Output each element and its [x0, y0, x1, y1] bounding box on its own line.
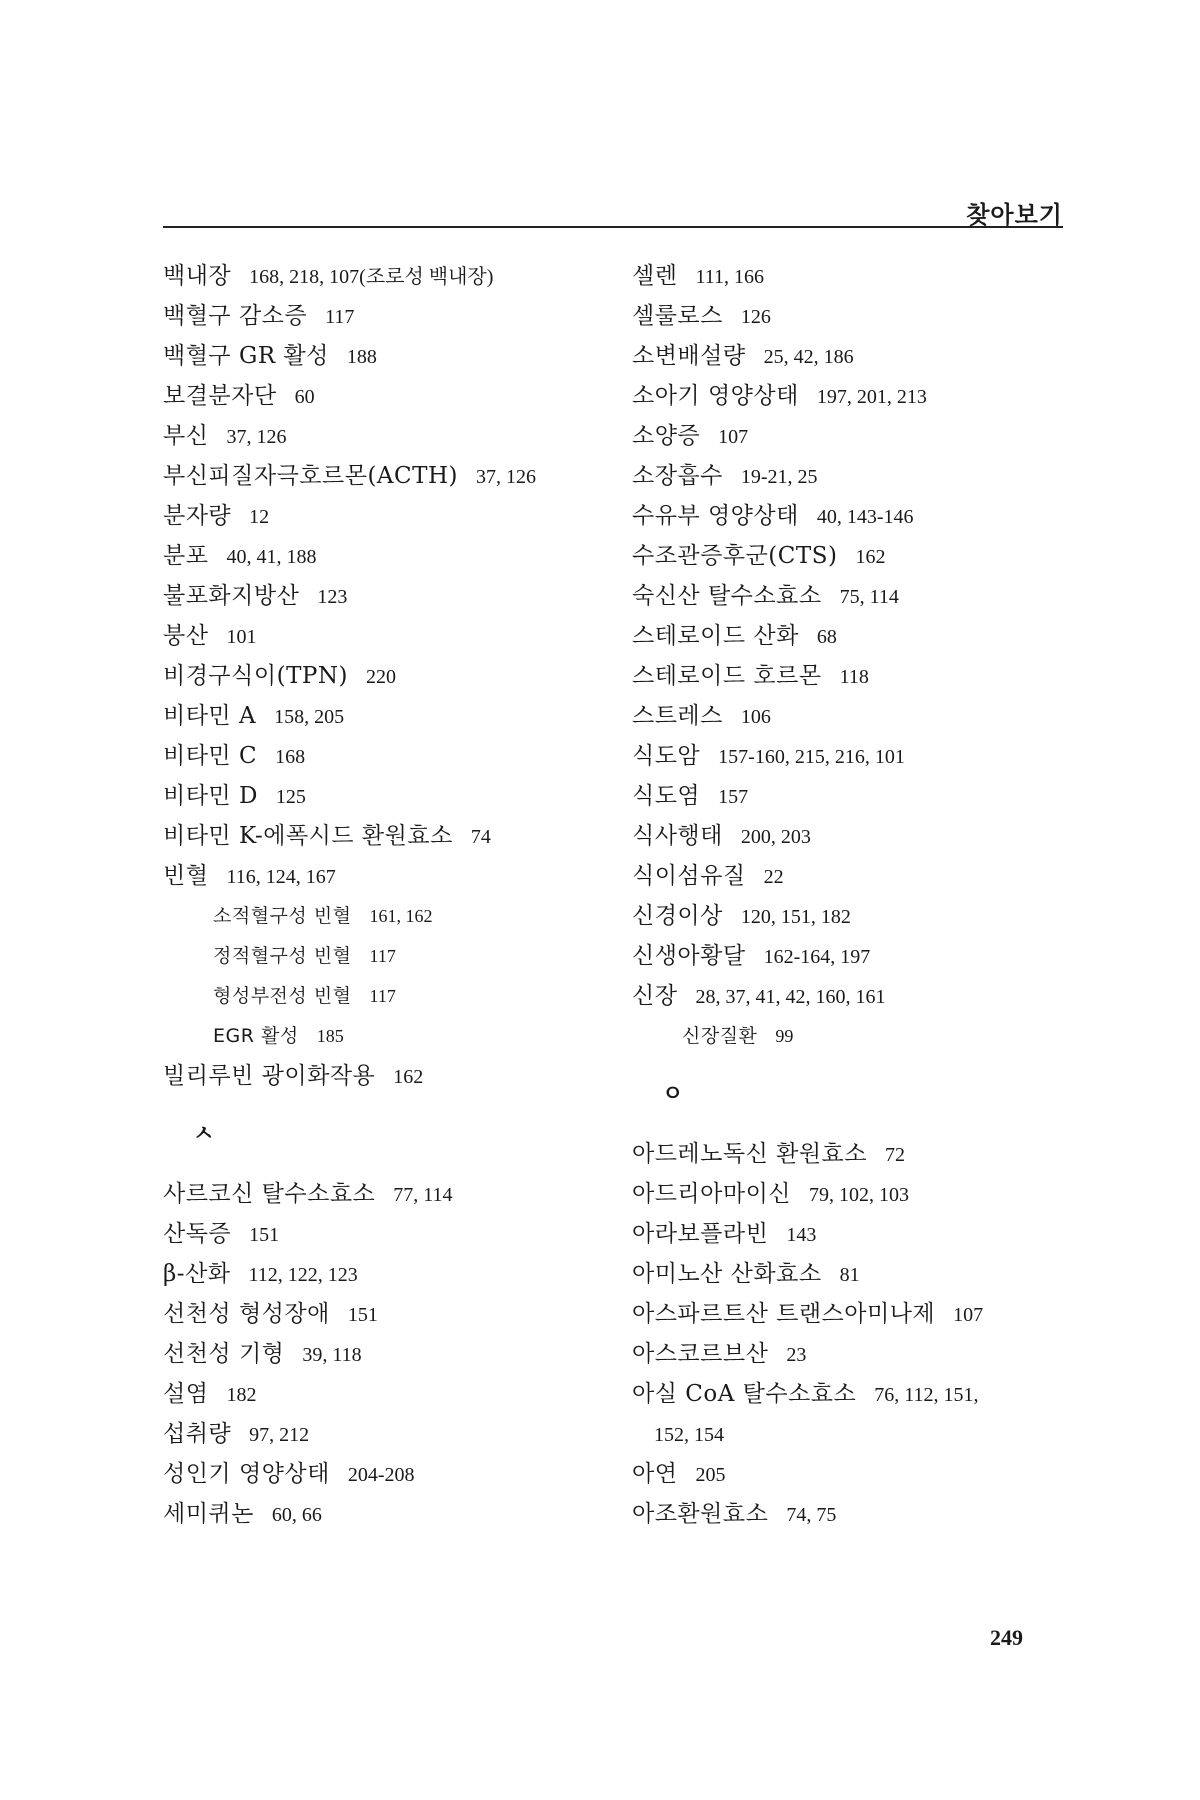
index-entry	[163, 1214, 603, 1254]
index-entry	[163, 656, 603, 696]
index-term: 소적혈구성 빈혈	[213, 905, 352, 927]
index-entry	[632, 696, 1072, 736]
index-term: 붕산	[163, 623, 209, 649]
index-page-refs: 185	[316, 1026, 344, 1046]
index-term: 식사행태	[632, 823, 723, 849]
index-term: 형성부전성 빈혈	[213, 985, 352, 1007]
index-page-refs: 28, 37, 41, 42, 160, 161	[695, 986, 886, 1008]
running-head-title: 찾아보기	[966, 201, 1063, 229]
index-page-refs: 101	[226, 626, 257, 648]
index-page-refs: 25, 42, 186	[763, 346, 854, 368]
index-page-refs: 126	[740, 306, 771, 328]
index-term: 아조환원효소	[632, 1501, 769, 1527]
index-entry	[632, 616, 1072, 656]
index-entry	[632, 576, 1072, 616]
index-entry	[632, 1374, 1072, 1414]
index-entry	[632, 1494, 1072, 1534]
index-term: 아스코르브산	[632, 1341, 769, 1367]
index-entry	[163, 1056, 603, 1096]
index-term: EGR 활성	[213, 1025, 299, 1047]
section-letter-label: ㅅ	[193, 1122, 215, 1147]
index-subentry	[163, 936, 603, 976]
index-entry	[163, 1494, 603, 1534]
index-page-refs: 220	[365, 666, 396, 688]
index-entry	[163, 776, 603, 816]
index-term: 세미퀴논	[163, 1501, 254, 1527]
index-term: 아연	[632, 1461, 678, 1487]
index-term: 섭취량	[163, 1421, 232, 1447]
index-entry	[632, 1174, 1072, 1214]
index-term: β-산화	[163, 1261, 231, 1287]
index-page-refs: 97, 212	[249, 1424, 310, 1446]
index-term: 수조관증후군(CTS)	[632, 543, 838, 569]
index-term: 아드리아마이신	[632, 1181, 792, 1207]
index-term: 소아기 영양상태	[632, 383, 799, 409]
index-page-refs: 182	[226, 1384, 257, 1406]
index-entry	[163, 296, 603, 336]
index-term: 빈혈	[163, 863, 209, 889]
index-subentry	[163, 1016, 603, 1056]
index-term: 부신	[163, 423, 209, 449]
index-term: 백내장	[163, 263, 232, 289]
index-term: 불포화지방산	[163, 583, 300, 609]
index-entry	[163, 616, 603, 656]
index-page-refs: 162-164, 197	[763, 946, 871, 968]
index-term: 스테로이드 산화	[632, 623, 799, 649]
index-entry	[632, 656, 1072, 696]
index-entry	[632, 336, 1072, 376]
index-page-refs: 40, 41, 188	[226, 546, 317, 568]
index-term: 숙신산 탈수소효소	[632, 583, 822, 609]
index-entry	[632, 736, 1072, 776]
index-page-refs: 116, 124, 167	[226, 866, 336, 888]
index-entry	[632, 776, 1072, 816]
index-page-refs: 68	[816, 626, 837, 648]
index-entry	[163, 856, 603, 896]
index-subentry	[163, 976, 603, 1016]
index-page-refs: 77, 114	[393, 1184, 453, 1206]
index-term: 아라보플라빈	[632, 1221, 769, 1247]
index-term: 사르코신 탈수소효소	[163, 1181, 376, 1207]
index-entry	[163, 1414, 603, 1454]
index-page-refs: 81	[839, 1264, 860, 1286]
index-page-refs: 107	[953, 1304, 984, 1326]
index-term: 아드레노독신 환원효소	[632, 1141, 867, 1167]
index-entry	[163, 496, 603, 536]
index-entry	[163, 1454, 603, 1494]
index-term: 비타민 C	[163, 743, 258, 769]
index-page-refs: 188	[346, 346, 377, 368]
index-entry	[163, 1294, 603, 1334]
index-page-refs: 123	[317, 586, 348, 608]
index-term: 식도염	[632, 783, 701, 809]
section-letter	[632, 1056, 1072, 1134]
index-page-refs: 107	[718, 426, 749, 448]
index-page-refs: 79, 102, 103	[809, 1184, 910, 1206]
index-term: 분자량	[163, 503, 232, 529]
index-page-refs: 37, 126	[226, 426, 287, 448]
index-page-refs: 204-208	[347, 1464, 415, 1486]
index-term: 선천성 기형	[163, 1341, 285, 1367]
index-page-refs: 117	[325, 306, 355, 328]
index-page-refs: 200, 203	[740, 826, 811, 848]
index-term: 분포	[163, 543, 209, 569]
index-entry	[632, 896, 1072, 936]
index-term: 신장	[632, 983, 678, 1009]
index-term: 비타민 K-에폭시드 환원효소	[163, 823, 453, 849]
index-entry	[632, 976, 1072, 1016]
index-page-refs: 157-160, 215, 216, 101	[718, 746, 905, 768]
index-page-refs: 152, 154	[654, 1424, 724, 1446]
index-page-refs: 60	[294, 386, 315, 408]
index-entry	[632, 416, 1072, 456]
index-page-refs: 74, 75	[786, 1504, 837, 1526]
index-page-refs: 168	[275, 746, 306, 768]
index-page-refs: 99	[775, 1026, 794, 1046]
index-entry	[632, 496, 1072, 536]
index-entry	[632, 1254, 1072, 1294]
index-term: 식이섬유질	[632, 863, 746, 889]
section-letter-label: ㅇ	[662, 1082, 684, 1107]
index-entry	[163, 336, 603, 376]
index-term: 아실 CoA 탈수소효소	[632, 1381, 857, 1407]
index-entry	[632, 1414, 1072, 1454]
index-page-refs: 75, 114	[839, 586, 899, 608]
index-term: 스테로이드 호르몬	[632, 663, 822, 689]
index-term: 백혈구 감소증	[163, 303, 308, 329]
index-entry	[632, 936, 1072, 976]
index-term: 비타민 A	[163, 703, 257, 729]
index-page-refs: 22	[763, 866, 784, 888]
index-entry	[632, 856, 1072, 896]
index-entry	[632, 1454, 1072, 1494]
index-term: 셀룰로스	[632, 303, 723, 329]
index-entry	[163, 376, 603, 416]
index-term: 신장질환	[682, 1025, 758, 1047]
index-entry	[632, 296, 1072, 336]
index-term: 신경이상	[632, 903, 723, 929]
index-subentry	[632, 1016, 1072, 1056]
index-page-refs: 168, 218, 107(조로성 백내장)	[249, 266, 494, 288]
index-page-refs: 23	[786, 1344, 807, 1366]
index-entry	[163, 256, 603, 296]
index-page-refs: 151	[249, 1224, 280, 1246]
index-entry	[163, 736, 603, 776]
index-entry	[163, 576, 603, 616]
index-term: 셀렌	[632, 263, 678, 289]
index-entry	[632, 1134, 1072, 1174]
index-page-refs: 76, 112, 151,	[874, 1384, 979, 1406]
index-page-refs: 19-21, 25	[740, 466, 818, 488]
index-entry	[163, 416, 603, 456]
index-page-refs: 158, 205	[274, 706, 345, 728]
index-term: 비경구식이(TPN)	[163, 663, 348, 689]
index-term: 신생아황달	[632, 943, 746, 969]
index-page-refs: 40, 143-146	[816, 506, 914, 528]
section-letter	[163, 1096, 603, 1174]
index-entry	[163, 1334, 603, 1374]
index-page-refs: 111, 166	[695, 266, 764, 288]
index-page-refs: 60, 66	[271, 1504, 322, 1526]
index-entry	[632, 1214, 1072, 1254]
index-page-refs: 157	[718, 786, 749, 808]
index-term: 아스파르트산 트랜스아미나제	[632, 1301, 936, 1327]
index-term: 부신피질자극호르몬(ACTH)	[163, 463, 459, 489]
index-page-refs: 143	[786, 1224, 817, 1246]
index-column-left	[163, 256, 603, 1534]
index-page-refs: 205	[695, 1464, 726, 1486]
index-page-refs: 37, 126	[476, 466, 537, 488]
page-number: 249	[990, 1625, 1023, 1650]
header-rule	[163, 226, 1063, 228]
index-entry	[632, 256, 1072, 296]
index-page-refs: 12	[249, 506, 270, 528]
index-entry	[632, 816, 1072, 856]
index-term: 수유부 영양상태	[632, 503, 799, 529]
index-entry	[163, 1174, 603, 1214]
index-entry	[632, 536, 1072, 576]
index-term: 소양증	[632, 423, 701, 449]
index-entry	[632, 1294, 1072, 1334]
index-term: 성인기 영양상태	[163, 1461, 330, 1487]
index-term: 아미노산 산화효소	[632, 1261, 822, 1287]
index-page-refs: 120, 151, 182	[740, 906, 851, 928]
index-page-refs: 197, 201, 213	[816, 386, 927, 408]
index-page-refs: 117	[369, 986, 396, 1006]
index-entry	[632, 1334, 1072, 1374]
index-term: 정적혈구성 빈혈	[213, 945, 352, 967]
index-term: 식도암	[632, 743, 701, 769]
index-entry	[632, 456, 1072, 496]
index-page-refs: 118	[839, 666, 869, 688]
index-page-refs: 39, 118	[302, 1344, 362, 1366]
index-term: 빌리루빈 광이화작용	[163, 1063, 376, 1089]
index-term: 백혈구 GR 활성	[163, 343, 329, 369]
index-term: 비타민 D	[163, 783, 258, 809]
index-entry	[163, 696, 603, 736]
index-page-refs: 112, 122, 123	[248, 1264, 358, 1286]
index-term: 소장흡수	[632, 463, 723, 489]
index-page-refs: 106	[740, 706, 771, 728]
index-page-refs: 162	[393, 1066, 424, 1088]
index-entry	[163, 816, 603, 856]
index-column-right	[632, 256, 1072, 1534]
index-page-refs: 125	[275, 786, 306, 808]
index-entry	[163, 536, 603, 576]
index-page-refs: 117	[369, 946, 396, 966]
index-entry	[163, 1254, 603, 1294]
index-term: 산독증	[163, 1221, 232, 1247]
index-term: 설염	[163, 1381, 209, 1407]
index-page-refs: 74	[470, 826, 491, 848]
index-subentry	[163, 896, 603, 936]
index-entry	[163, 1374, 603, 1414]
index-term: 선천성 형성장애	[163, 1301, 330, 1327]
index-term: 소변배설량	[632, 343, 746, 369]
index-page-refs: 151	[347, 1304, 378, 1326]
index-term: 스트레스	[632, 703, 723, 729]
index-entry	[163, 456, 603, 496]
index-term: 보결분자단	[163, 383, 277, 409]
index-page-refs: 162	[855, 546, 886, 568]
index-page-refs: 161, 162	[369, 906, 433, 926]
index-page-refs: 72	[885, 1144, 905, 1166]
index-entry	[632, 376, 1072, 416]
